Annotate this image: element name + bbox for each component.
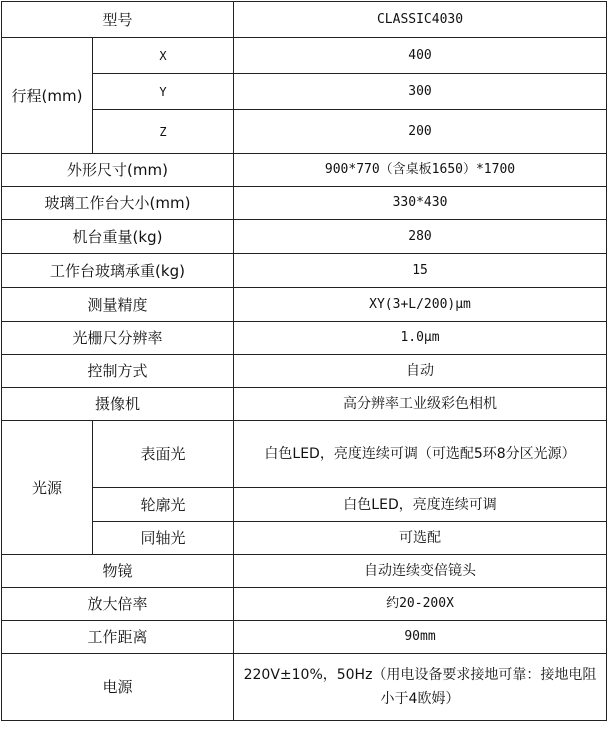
spec-label-load: 工作台玻璃承重(kg)	[2, 254, 234, 288]
row-spec	[2, 288, 607, 322]
spec-label-objective: 物镜	[2, 555, 234, 588]
spec-label-working-distance: 工作距离	[2, 621, 234, 654]
spec-value-power: 220V±10%，50Hz（用电设备要求接地可靠：接地电阻小于4欧姆）	[234, 654, 607, 721]
row-travel-y	[2, 74, 607, 110]
spec-value-objective: 自动连续变倍镜头	[234, 555, 607, 588]
axis-y-label: Y	[93, 74, 234, 110]
axis-z-value: 200	[234, 110, 607, 154]
spec-label-power: 电源	[2, 654, 234, 721]
spec-label-camera: 摄像机	[2, 388, 234, 421]
row-model	[2, 2, 607, 38]
spec-value-resolution: 1.0μm	[234, 322, 607, 355]
spec-value-load: 15	[234, 254, 607, 288]
row-spec	[2, 654, 607, 721]
spec-label-resolution: 光栅尺分辨率	[2, 322, 234, 355]
axis-x-value: 400	[234, 38, 607, 74]
spec-value-weight: 280	[234, 220, 607, 254]
spec-label-dimensions: 外形尺寸(mm)	[2, 154, 234, 187]
axis-x-label: X	[93, 38, 234, 74]
row-light-coaxial	[2, 522, 607, 555]
spec-label-magnification: 放大倍率	[2, 588, 234, 621]
spec-value-working-distance: 90mm	[234, 621, 607, 654]
spec-label-weight: 机台重量(kg)	[2, 220, 234, 254]
spec-value-dimensions: 900*770（含桌板1650）*1700	[234, 154, 607, 187]
travel-label: 行程(mm)	[2, 38, 93, 154]
row-spec	[2, 187, 607, 220]
light-name-surface: 表面光	[93, 421, 234, 488]
row-spec	[2, 154, 607, 187]
spec-value-magnification: 约20-200X	[234, 588, 607, 621]
row-spec	[2, 220, 607, 254]
row-light-contour	[2, 488, 607, 522]
row-spec	[2, 388, 607, 421]
row-spec	[2, 621, 607, 654]
row-travel-z	[2, 110, 607, 154]
model-value: CLASSIC4030	[234, 2, 607, 38]
spec-label-accuracy: 测量精度	[2, 288, 234, 322]
spec-table	[1, 1, 607, 721]
axis-y-value: 300	[234, 74, 607, 110]
light-value-contour: 白色LED，亮度连续可调	[234, 488, 607, 522]
spec-value-accuracy: XY(3+L/200)μm	[234, 288, 607, 322]
row-spec	[2, 555, 607, 588]
model-label: 型号	[2, 2, 234, 38]
light-value-surface: 白色LED，亮度连续可调（可选配5环8分区光源）	[234, 421, 607, 488]
row-spec	[2, 355, 607, 388]
row-spec	[2, 322, 607, 355]
axis-z-label: Z	[93, 110, 234, 154]
spec-value-control: 自动	[234, 355, 607, 388]
light-value-coaxial: 可选配	[234, 522, 607, 555]
light-label: 光源	[2, 421, 93, 555]
light-name-contour: 轮廓光	[93, 488, 234, 522]
spec-label-glass-stage: 玻璃工作台大小(mm)	[2, 187, 234, 220]
row-travel-x	[2, 38, 607, 74]
light-name-coaxial: 同轴光	[93, 522, 234, 555]
row-light-surface	[2, 421, 607, 488]
spec-value-camera: 高分辨率工业级彩色相机	[234, 388, 607, 421]
row-spec	[2, 254, 607, 288]
spec-value-glass-stage: 330*430	[234, 187, 607, 220]
row-spec	[2, 588, 607, 621]
spec-label-control: 控制方式	[2, 355, 234, 388]
